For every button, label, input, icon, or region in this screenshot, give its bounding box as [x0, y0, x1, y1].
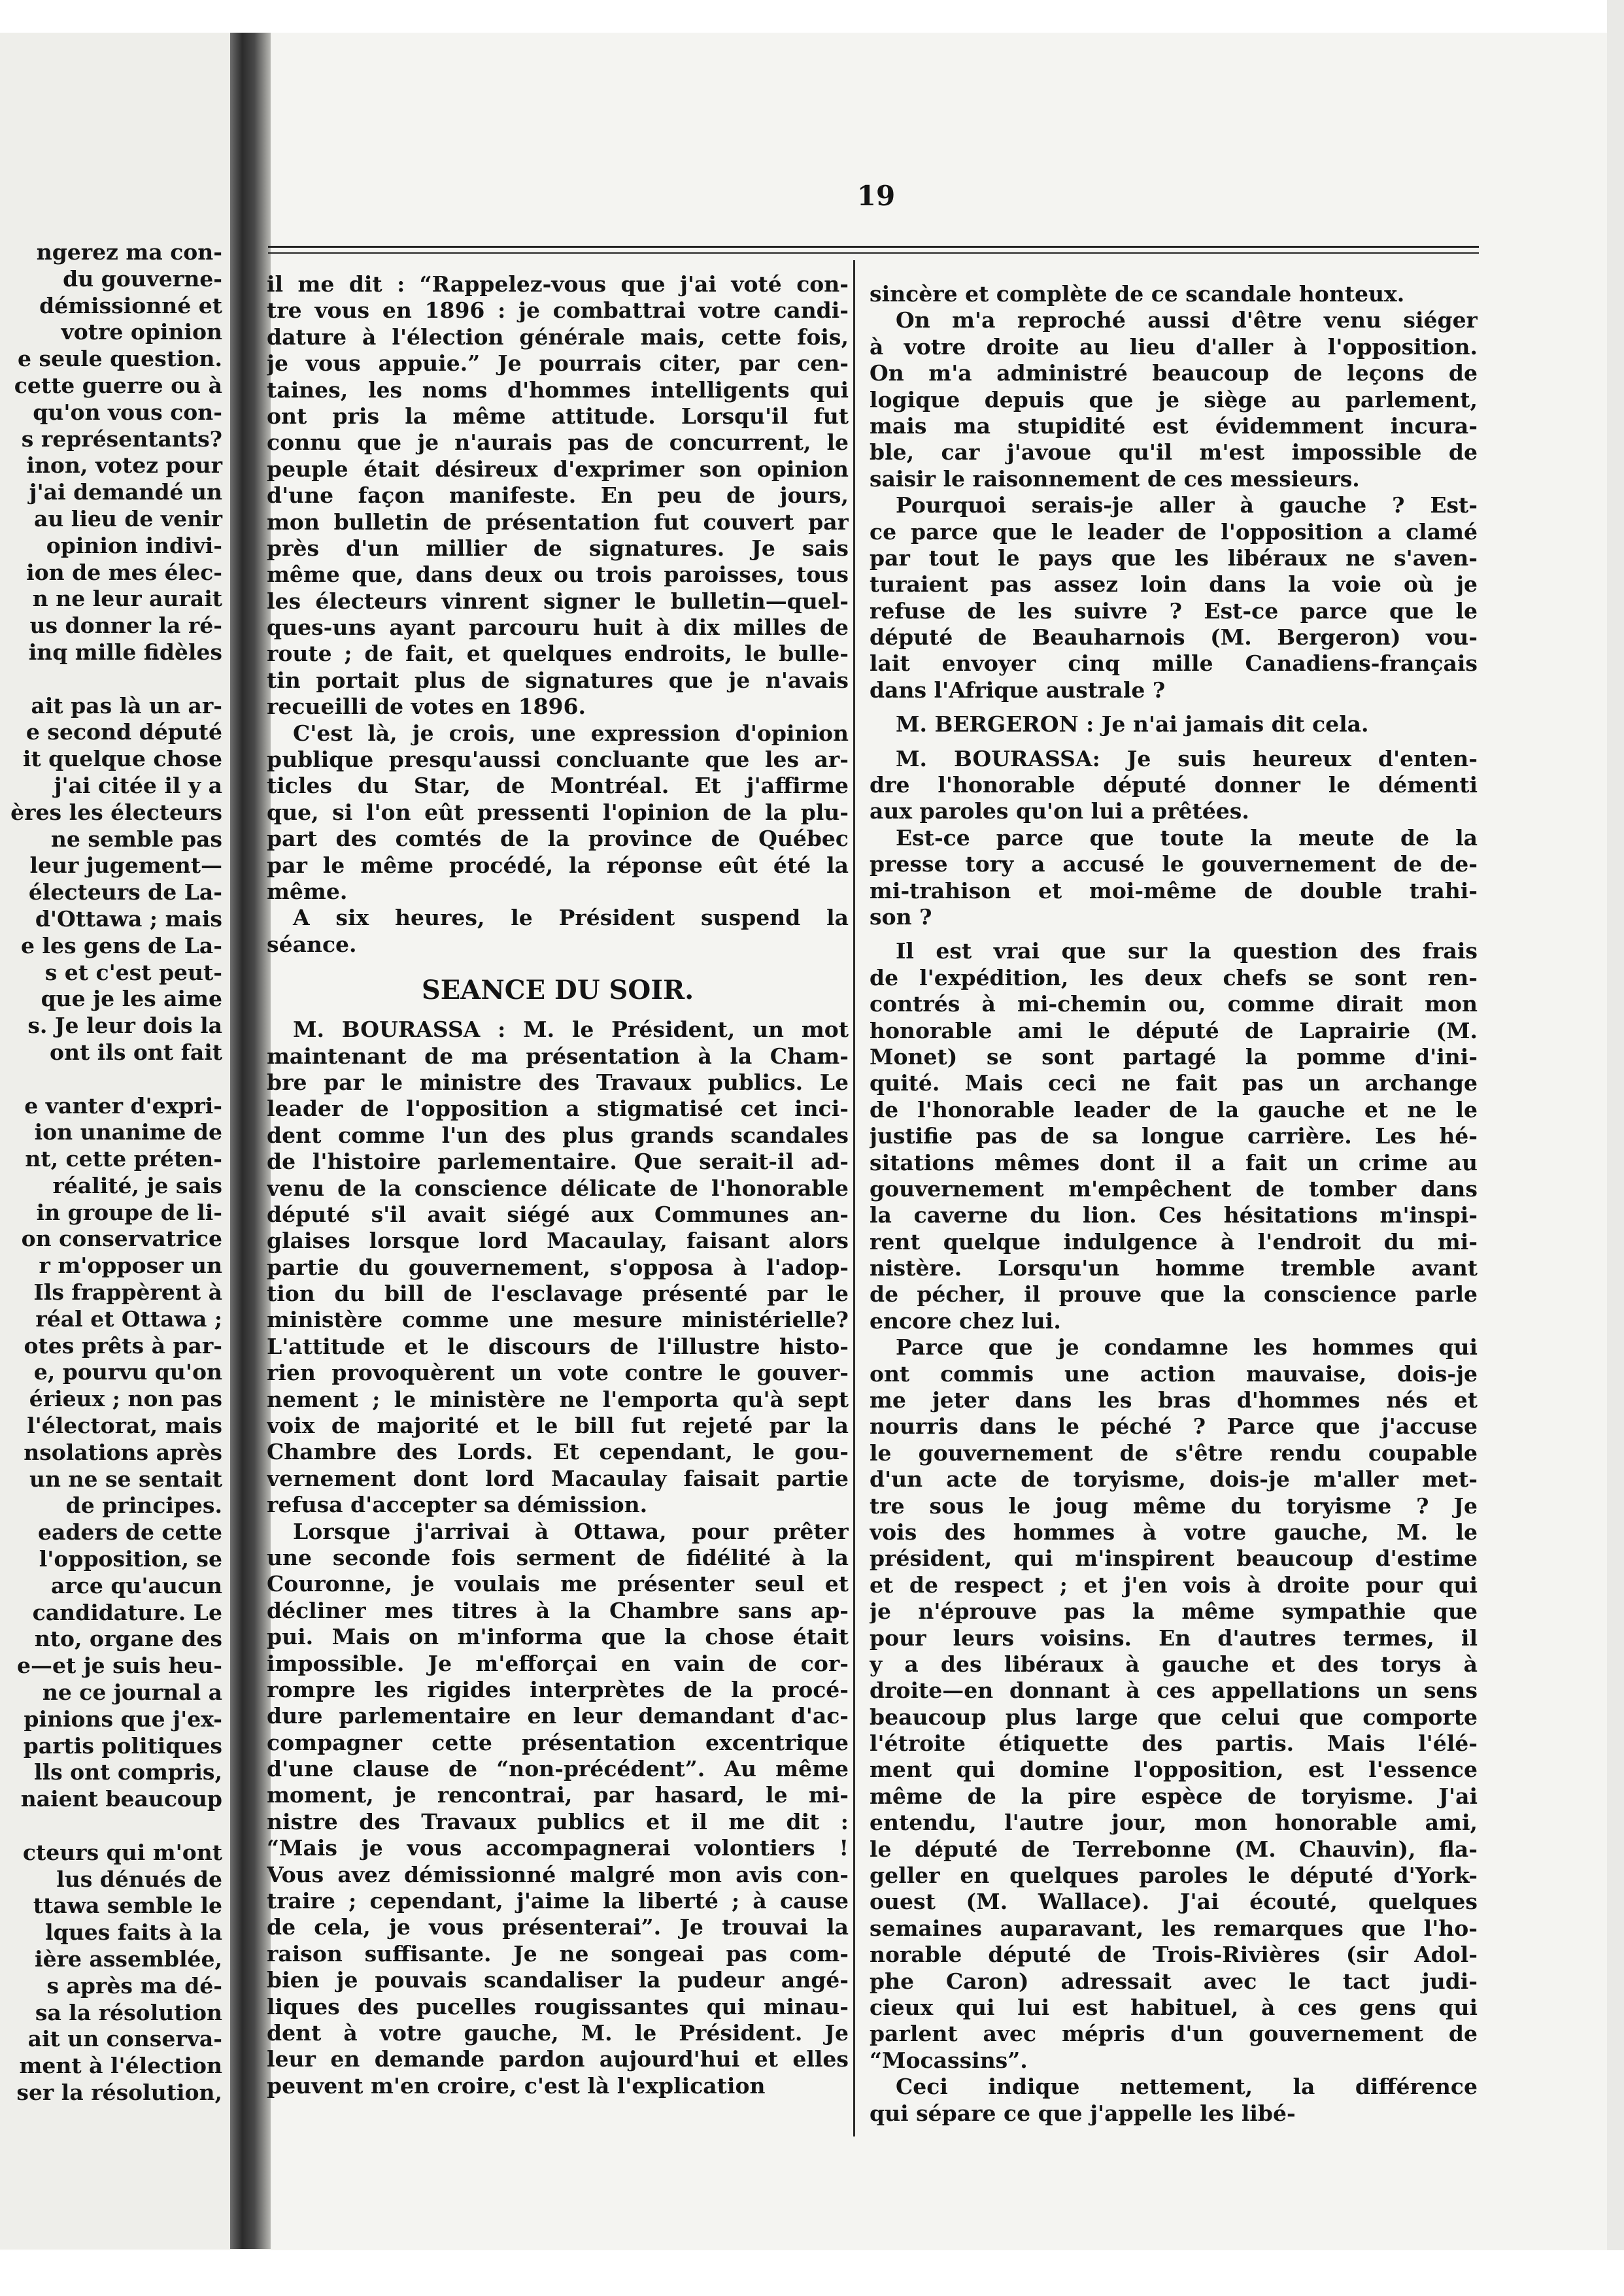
- paragraph: [267, 720, 849, 905]
- text-line: droite—en donnant à ces appellations un sens: [870, 1678, 1478, 1704]
- previous-page-line: ères les électeurs: [10, 799, 222, 825]
- text-line: ont commis une action mauvaise, dois-je: [870, 1360, 1478, 1387]
- text-line: la caverne du lion. Ces hésitations m'inspi-: [870, 1202, 1478, 1228]
- text-line: voix de majorité et le bill fut rejeté par la: [267, 1413, 849, 1439]
- previous-page-line: érieux ; non pas: [29, 1386, 222, 1412]
- previous-page-line: ment à l'élection: [19, 2053, 222, 2079]
- text-line: tin portait plus de signatures que je n'avais: [267, 667, 849, 693]
- text-line: tion du bill de l'esclavage présenté par le: [267, 1281, 849, 1307]
- text-line: L'attitude et le discours de l'illustre histo-: [267, 1333, 849, 1359]
- text-line: Parce que je condamne les hommes qui: [896, 1334, 1478, 1360]
- text-line: refuse de les suivre ? Est-ce parce que le: [870, 598, 1478, 624]
- text-line: que, si l'on eût pressenti l'opinion de la plu-: [267, 799, 849, 825]
- text-line: ques-uns ayant parcouru huit à dix milles de: [267, 615, 849, 641]
- text-line: dent à votre gauche, M. le Président. Je: [267, 2020, 849, 2046]
- text-line: de l'honorable leader de la gauche et ne le: [870, 1096, 1478, 1123]
- previous-page-fragment: [0, 33, 230, 2249]
- previous-page-line: ngerez ma con-: [36, 239, 222, 265]
- text-line: ce parce que le leader de l'opposition a clamé: [870, 518, 1478, 545]
- text-line: On m'a reproché aussi d'être venu siéger: [896, 307, 1478, 333]
- text-line: qui sépare ce que j'appelle les libé-: [870, 2100, 1296, 2126]
- text-line: compagner cette présentation excentrique: [267, 1729, 849, 1755]
- text-line: une seconde fois serment de fidélité à la: [267, 1544, 849, 1570]
- previous-page-line: ait pas là un ar-: [31, 692, 222, 718]
- text-line: lait envoyer cinq mille Canadiens-français: [870, 650, 1478, 677]
- previous-page-line: e seule question.: [18, 346, 222, 372]
- text-line: saisir le raisonnement de ces messieurs.: [870, 465, 1360, 492]
- text-line: sincère et complète de ce scandale honteux.: [870, 281, 1405, 307]
- previous-page-line: on conservatrice: [21, 1226, 222, 1252]
- section-heading: SEANCE DU SOIR.: [421, 975, 694, 1006]
- text-line: décliner mes titres à la Chambre sans ap-: [267, 1597, 849, 1623]
- previous-page-line: naient beaucoup: [20, 1786, 222, 1812]
- text-line: bien je pouvais scandaliser la pudeur angé-: [267, 1967, 849, 1993]
- previous-page-line: pinions que j'ex-: [24, 1706, 222, 1732]
- text-line: de pécher, il prouve que la conscience parle: [870, 1281, 1478, 1308]
- paragraph: [870, 281, 1478, 307]
- text-line: de l'histoire parlementaire. Que serait-il ad-: [267, 1149, 849, 1175]
- text-line: dature à l'élection générale mais, cette fois,: [267, 324, 849, 350]
- text-line: maintenant de ma présentation à la Cham-: [267, 1043, 849, 1069]
- previous-page-line: lques faits à la: [45, 1919, 222, 1946]
- previous-page-line: un ne se sentait: [29, 1466, 222, 1492]
- text-line: et de respect ; et j'en vois à droite pour qui: [870, 1572, 1478, 1598]
- text-line: peuvent m'en croire, c'est là l'explication: [267, 2072, 766, 2099]
- text-line: mon bulletin de présentation fut couvert par: [267, 509, 849, 535]
- header-rule-thin: [268, 252, 1479, 254]
- previous-page-line: [0, 1813, 222, 1840]
- text-line: raison suffisante. Je ne songeai pas com-: [267, 1940, 849, 1967]
- text-line: refusa d'accepter sa démission.: [267, 1492, 648, 1518]
- text-line: contrés à mi-chemin ou, comme dirait mon: [870, 991, 1478, 1017]
- text-line: ble, car j'avoue qu'il m'est impossible de: [870, 439, 1478, 465]
- paragraph: [870, 825, 1478, 931]
- text-line: député s'il avait siégé aux Communes an-: [267, 1201, 849, 1227]
- text-line: le député de Terrebonne (M. Chauvin), fla-: [870, 1836, 1478, 1862]
- paragraph: [870, 711, 1478, 737]
- previous-page-line: in groupe de li-: [36, 1199, 222, 1225]
- paragraph: [267, 905, 849, 958]
- text-line: dure parlementaire en leur demandant d'ac-: [267, 1703, 849, 1729]
- text-line: vois des hommes à votre gauche, M. le: [870, 1519, 1478, 1545]
- previous-page-line: r m'opposer un: [39, 1253, 222, 1279]
- previous-page-line: [0, 666, 222, 693]
- previous-page-line: e second député: [25, 719, 222, 745]
- text-line: presse tory a accusé le gouvernement de de-: [870, 851, 1478, 877]
- text-line: “Mais je vous accompagnerai volontiers !: [267, 1835, 849, 1861]
- paragraph: [267, 1519, 849, 2100]
- previous-page-line: nto, organe des: [34, 1626, 222, 1652]
- text-line: beaucoup plus large que celui que comporte: [870, 1704, 1478, 1730]
- page-number: 19: [856, 180, 896, 212]
- text-line: route ; de fait, et quelques endroits, le bulle-: [267, 641, 849, 667]
- text-line: de cela, je vous présenterai”. Je trouvai la: [267, 1914, 849, 1940]
- right-column: [870, 281, 1478, 2127]
- text-line: d'un acte de toryisme, dois-je m'aller met-: [870, 1466, 1478, 1493]
- previous-page-line: n ne leur aurait: [32, 586, 222, 612]
- text-line: pour leurs voisins. En d'autres termes, il: [870, 1625, 1478, 1651]
- previous-page-line: e, pourvu qu'on: [33, 1359, 222, 1385]
- text-line: le gouvernement de s'être rendu coupable: [870, 1440, 1478, 1466]
- previous-page-line: ion de mes élec-: [26, 559, 222, 585]
- previous-page-line: l'opposition, se: [39, 1546, 222, 1572]
- text-line: publique presqu'aussi concluante que les ar-: [267, 747, 849, 773]
- scan-margin-right: [1607, 0, 1624, 2296]
- previous-page-line: [0, 1066, 222, 1093]
- previous-page-line: it quelque chose: [22, 746, 222, 772]
- text-line: rompre les rigides interprètes de la procé-: [267, 1676, 849, 1702]
- previous-page-line: e les gens de La-: [20, 932, 222, 958]
- text-line: pui. Mais on m'informa que la chose était: [267, 1624, 849, 1650]
- text-line: même de la pire espèce de toryisme. J'ai: [870, 1783, 1478, 1809]
- previous-page-line: ser la résolution,: [16, 2079, 222, 2105]
- text-line: d'une clause de “non-précédent”. Au même: [267, 1756, 849, 1782]
- previous-page-line: du gouverne-: [63, 265, 222, 292]
- text-line: mi-trahison et moi-même de double trahi-: [870, 877, 1478, 903]
- text-line: dans l'Afrique australe ?: [870, 677, 1166, 703]
- text-line: ouest (M. Wallace). J'ai écouté, quelques: [870, 1889, 1478, 1915]
- text-line: liques des pucelles rougissantes qui minau-: [267, 1993, 849, 2019]
- text-line: leur en demande pardon aujourd'hui et elles: [267, 2046, 849, 2072]
- text-line: même.: [267, 878, 348, 904]
- text-line: rien provoquèrent un vote contre le gouver-: [267, 1360, 849, 1386]
- previous-page-line: eaders de cette: [37, 1519, 222, 1545]
- text-line: Monet) se sont partagé la pomme d'ini-: [870, 1043, 1478, 1070]
- previous-page-line: inq mille fidèles: [28, 639, 222, 665]
- text-line: par le même procédé, la réponse eût été la: [267, 852, 849, 878]
- text-line: je vous appuie.” Je pourrais citer, par cen-: [267, 350, 849, 377]
- text-line: de l'expédition, les deux chefs se sont ren-: [870, 964, 1478, 990]
- text-line: turaient pas assez loin dans la voie où je: [870, 571, 1478, 598]
- previous-page-line: opinion indivi-: [46, 532, 222, 558]
- previous-page-line: e—et je suis heu-: [17, 1653, 222, 1679]
- previous-page-line: ne ce journal a: [42, 1680, 222, 1706]
- text-line: je n'éprouve pas la même sympathie que: [870, 1598, 1478, 1625]
- text-line: tre sous le joug même du toryisme ? Je: [870, 1493, 1478, 1519]
- previous-page-line: inon, votez pour: [26, 452, 222, 479]
- previous-page-line: leur jugement—: [29, 853, 222, 879]
- text-line: Chambre des Lords. Et cependant, le gou-: [267, 1439, 849, 1465]
- text-line: même que, dans deux ou trois paroisses, tous: [267, 562, 849, 588]
- text-line: par tout le pays que les libéraux ne s'aven-: [870, 545, 1478, 571]
- paragraph: [870, 492, 1478, 703]
- previous-page-line: arce qu'aucun: [51, 1572, 222, 1598]
- previous-page-line: d'Ottawa ; mais: [35, 905, 222, 932]
- previous-page-line: j'ai demandé un: [29, 479, 222, 505]
- paragraph: [870, 2074, 1478, 2127]
- paragraph: [267, 271, 849, 720]
- text-line: sitations mêmes dont il a fait un crime au: [870, 1149, 1478, 1175]
- text-line: parlent avec mépris d'un gouvernement de: [870, 2021, 1478, 2047]
- previous-page-line: ière assemblée,: [35, 1946, 222, 1972]
- text-line: me jeter dans les bras d'hommes nés et: [870, 1387, 1478, 1413]
- text-line: Est-ce parce que toute la meute de la: [896, 824, 1478, 851]
- text-line: encore chez lui.: [870, 1308, 1061, 1334]
- previous-page-line: ion unanime de: [34, 1119, 222, 1145]
- book-gutter-shadow: [230, 33, 271, 2249]
- text-line: Pourquoi serais-je aller à gauche ? Est-: [896, 492, 1478, 518]
- paragraph: [870, 938, 1478, 1334]
- text-line: ment qui domine l'opposition, est l'essence: [870, 1757, 1478, 1783]
- text-line: connu que je n'aurais pas de concurrent, le: [267, 430, 849, 456]
- paragraph: [870, 1334, 1478, 2074]
- text-line: il me dit : “Rappelez-vous que j'ai voté con-: [267, 271, 849, 297]
- previous-page-line: qu'on vous con-: [33, 399, 222, 425]
- text-line: M. BOURASSA : M. le Président, un mot: [293, 1017, 849, 1043]
- scan-margin-top: [0, 0, 1624, 33]
- header-rule: [268, 246, 1479, 248]
- text-line: partie du gouvernement, s'opposa à l'adop-: [267, 1254, 849, 1280]
- text-line: rent quelque indulgence à l'endroit du mi-: [870, 1228, 1478, 1255]
- previous-page-line: ait un conserva-: [27, 2026, 222, 2052]
- text-line: justifie pas de sa longue carrière. Les hé-: [870, 1123, 1478, 1149]
- previous-page-line: de principes.: [65, 1493, 222, 1519]
- text-line: “Mocassins”.: [870, 2047, 1028, 2073]
- spacer: [870, 738, 1478, 746]
- text-line: d'une façon manifeste. En peu de jours,: [267, 482, 849, 509]
- text-line: député de Beauharnois (M. Bergeron) vou-: [870, 624, 1478, 650]
- previous-page-line: lus dénués de: [56, 1866, 222, 1892]
- text-line: dent comme l'un des plus grands scandales: [267, 1122, 849, 1148]
- text-line: semaines auparavant, les remarques que l'ho-: [870, 1915, 1478, 1941]
- text-line: aux paroles qu'on lui a prêtées.: [870, 798, 1249, 824]
- previous-page-line: démissionné et: [39, 292, 222, 318]
- previous-page-line: cette guerre ou à: [14, 372, 222, 398]
- text-line: président, qui m'inspirent beaucoup d'estime: [870, 1545, 1478, 1572]
- text-line: taines, les noms d'hommes intelligents qui: [267, 377, 849, 403]
- text-line: gouvernement m'empêchent de tomber dans: [870, 1175, 1478, 1202]
- previous-page-line: ne semble pas: [50, 826, 222, 852]
- previous-page-line: Ils frappèrent à: [33, 1279, 222, 1306]
- text-line: M. BERGERON : Je n'ai jamais dit cela.: [896, 711, 1369, 737]
- previous-page-line: s représentants?: [21, 426, 222, 452]
- text-line: bre par le ministre des Travaux publics. Le: [267, 1069, 849, 1095]
- text-line: C'est là, je crois, une expression d'opinion: [293, 720, 849, 746]
- scan-margin-bottom: [0, 2250, 1624, 2296]
- text-line: dre l'honorable député donner le démenti: [870, 772, 1478, 798]
- text-line: A six heures, le Président suspend la: [293, 905, 849, 931]
- text-line: On m'a administré beaucoup de leçons de: [870, 360, 1478, 386]
- previous-page-line: l'électorat, mais: [27, 1413, 222, 1439]
- text-line: près d'un millier de signatures. Je sais: [267, 535, 849, 561]
- spacer: [870, 703, 1478, 711]
- text-line: nistère. Lorsqu'un homme tremble avant: [870, 1255, 1478, 1281]
- text-line: phe Caron) adressait avec le tact judi-: [870, 1968, 1478, 1994]
- paragraph: [870, 746, 1478, 825]
- previous-page-line: partis politiques: [23, 1732, 222, 1759]
- text-line: nourris dans le péché ? Parce que j'accuse: [870, 1413, 1478, 1440]
- previous-page-line: nt, cette préten-: [25, 1146, 222, 1172]
- text-line: entendu, l'autre jour, mon honorable ami,: [870, 1810, 1478, 1836]
- previous-page-line: réal et Ottawa ;: [35, 1306, 222, 1332]
- previous-page-line: s et c'est peut-: [44, 959, 222, 985]
- text-line: les électeurs vinrent signer le bulletin—quel-: [267, 588, 849, 614]
- paragraph: [870, 307, 1478, 492]
- text-line: moment, je rencontrai, par hasard, le mi-: [267, 1782, 849, 1808]
- previous-page-line: au lieu de venir: [33, 505, 222, 532]
- text-line: venu de la conscience délicate de l'honorable: [267, 1175, 849, 1201]
- text-line: Vous avez démissionné malgré mon avis con-: [267, 1861, 849, 1887]
- text-line: logique depuis que je siège au parlement,: [870, 386, 1478, 413]
- text-line: y a des libéraux à gauche et des torys à: [870, 1651, 1478, 1677]
- text-line: recueilli de votes en 1896.: [267, 694, 586, 720]
- previous-page-line: candidature. Le: [32, 1599, 222, 1625]
- text-line: peuple était désireux d'exprimer son opinion: [267, 456, 849, 482]
- previous-page-line: ttawa semble le: [33, 1893, 222, 1919]
- text-line: Il est vrai que sur la question des frais: [896, 938, 1478, 964]
- text-line: geller en quelques paroles le député d'York-: [870, 1863, 1478, 1889]
- text-line: leader de l'opposition a stigmatisé cet inci-: [267, 1096, 849, 1122]
- text-line: Lorsque j'arrivai à Ottawa, pour prêter: [293, 1518, 849, 1544]
- text-line: Ceci indique nettement, la différence: [896, 2074, 1478, 2100]
- previous-page-line: cteurs qui m'ont: [22, 1839, 222, 1865]
- previous-page-line: otes prêts à par-: [24, 1332, 222, 1359]
- previous-page-line: us donner la ré-: [29, 613, 222, 639]
- text-line: nement ; le ministère ne l'emporta qu'à sept: [267, 1386, 849, 1412]
- text-line: séance.: [267, 931, 357, 957]
- text-line: Couronne, je voulais me présenter seul et: [267, 1571, 849, 1597]
- text-line: quité. Mais ceci ne fait pas un archange: [870, 1070, 1478, 1096]
- text-line: ticles du Star, de Montréal. Et j'affirme: [267, 773, 849, 799]
- text-line: à votre droite au lieu d'aller à l'opposition.: [870, 333, 1478, 360]
- text-line: traire ; cependant, j'aime la liberté ; à cause: [267, 1888, 849, 1914]
- text-line: part des comtés de la province de Québec: [267, 826, 849, 852]
- spacer: [870, 930, 1478, 938]
- text-line: glaises lorsque lord Macaulay, faisant alors: [267, 1228, 849, 1254]
- previous-page-line: s. Je leur dois la: [27, 1013, 222, 1039]
- previous-page-line: que je les aime: [41, 986, 222, 1012]
- paragraph: [267, 1017, 849, 1518]
- text-line: mais ma stupidité est évidemment incura-: [870, 413, 1478, 439]
- previous-page-line: s après ma dé-: [46, 1972, 222, 1999]
- text-line: M. BOURASSA: Je suis heureux d'enten-: [896, 745, 1478, 771]
- previous-page-line: ont ils ont fait: [50, 1039, 222, 1065]
- previous-page-line: nsolations après: [24, 1439, 222, 1465]
- text-line: son ?: [870, 903, 932, 930]
- text-line: l'étroite étiquette des partis. Mais l'élé-: [870, 1730, 1478, 1757]
- text-line: norable député de Trois-Rivières (sir Adol-: [870, 1942, 1478, 1968]
- previous-page-line: réalité, je sais: [52, 1172, 222, 1198]
- text-line: honorable ami le député de Laprairie (M.: [870, 1017, 1478, 1043]
- text-line: cieux qui lui est habituel, à ces gens qui: [870, 1995, 1478, 2020]
- text-line: impossible. Je m'efforçai en vain de cor-: [267, 1650, 849, 1676]
- text-line: vernement dont lord Macaulay faisait partie: [267, 1465, 849, 1491]
- text-line: tre vous en 1896 : je combattrai votre candi-: [267, 297, 849, 324]
- previous-page-line: lls ont compris,: [34, 1759, 222, 1785]
- previous-page-column: [0, 239, 222, 2106]
- previous-page-line: électeurs de La-: [28, 879, 222, 905]
- previous-page-line: sa la résolution: [35, 1999, 222, 2025]
- column-divider: [853, 260, 855, 2136]
- left-column: [267, 271, 849, 2099]
- text-line: nistre des Travaux publics et il me dit :: [267, 1808, 849, 1834]
- previous-page-line: e vanter d'expri-: [24, 1092, 222, 1119]
- text-line: ont pris la même attitude. Lorsqu'il fut: [267, 403, 849, 429]
- previous-page-line: j'ai citée il y a: [54, 772, 222, 798]
- text-line: ministère comme une mesure ministérielle?: [267, 1307, 849, 1333]
- previous-page-line: votre opinion: [61, 319, 222, 345]
